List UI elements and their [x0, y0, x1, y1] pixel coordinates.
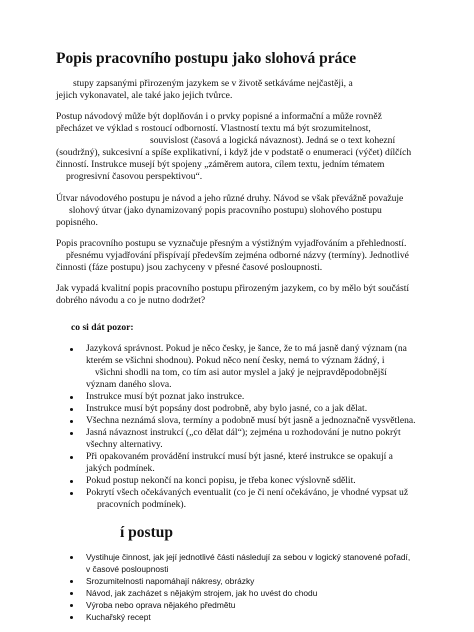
paragraph-line: přesnému vyjadřování přispívají především zejména odborné názvy (termíny). Jednotlivé: [66, 250, 409, 261]
paragraph-line: činností. Instrukce musejí být spojeny „záměrem autora, cílem textu, jedním tématem: [56, 159, 385, 170]
paragraph-line: jejich vykonavatel, ale také jako jejich tvůrce.: [56, 90, 233, 101]
paragraph-line: Útvar návodového postupu je návod a jeho různé druhy. Návod se však převážně považuje: [56, 193, 404, 204]
bullet-icon: [70, 556, 73, 559]
list-item: Instrukce musí být popsány dost podrobně, aby bylo jasné, co a jak dělat.: [86, 403, 368, 414]
list-item: Jazyková správnost. Pokud je něco česky, je šance, že to má jasně daný význam (na: [86, 343, 407, 354]
section-heading: co si dát pozor:: [71, 322, 134, 333]
list-item: význam daného slova.: [86, 379, 172, 390]
list-item: Pokrytí všech očekávaných eventualit (co je či není očekáváno, je vhodné vypsat už: [86, 487, 409, 498]
list-item: Návod, jak zacházet s nějakým strojem, jak ho uvést do chodu: [86, 588, 318, 598]
paragraph-line: dobrého návodu a co je nutno dodržet?: [56, 295, 206, 306]
page-title: Popis pracovního postupu jako slohová práce: [56, 50, 357, 67]
bullet-icon: [70, 480, 73, 483]
list-item: všichni shodli na tom, co tím asi autor myslel a jaký je nejpravděpodobnější: [95, 367, 387, 378]
bullet-icon: [70, 432, 73, 435]
bullet-icon: [70, 492, 73, 495]
list-item: v časové posloupnosti: [86, 564, 169, 574]
list-item: Pokud postup nekončí na konci popisu, je třeba konec výslovně sdělit.: [86, 475, 356, 486]
paragraph-line: souvislost (časová a logická návaznost). Jedná se o text kohezní: [150, 135, 396, 146]
paragraph-line: přecházet ve výklad s rostoucí odborností. Vlastností textu má být srozumitelnost,: [56, 123, 371, 134]
list-item: Kuchařský recept: [86, 612, 151, 622]
bullet-icon: [70, 604, 73, 607]
paragraph-line: Popis pracovního postupu se vyznačuje přesným a výstižným vyjadřováním a přehledností.: [56, 238, 407, 249]
list-item: Instrukce musí být poznat jako instrukce.: [86, 391, 245, 402]
bullet-icon: [70, 408, 73, 411]
list-item: Při opakovaném provádění instrukcí musí být jasné, které instrukce se opakují a: [86, 451, 393, 462]
paragraph-line: slohový útvar (jako dynamizovaný popis pracovního postupu) slohového postupu: [69, 205, 382, 216]
list-item: Výroba nebo oprava nějakého předmětu: [86, 600, 236, 610]
bullet-icon: [70, 420, 73, 423]
bullet-icon: [70, 592, 73, 595]
bullet-icon: [70, 396, 73, 399]
bullet-icon: [70, 580, 73, 583]
list-item: Srozumitelnosti napomáhají nákresy, obrázky: [86, 576, 255, 586]
paragraph-line: Postup návodový může být doplňován i o prvky popisné a informační a může rovněž: [56, 111, 382, 122]
list-item: Vystihuje činnost, jak její jednotlivé části následují za sebou v logický stanovené pořadí,: [86, 552, 411, 562]
list-item: kterém se všichni shodnou). Pokud něco není česky, nemá to význam žádný, i: [86, 355, 385, 366]
paragraph-line: popisného.: [56, 217, 98, 228]
bullet-icon: [70, 348, 73, 351]
list-item: jakých podmínek.: [86, 463, 155, 474]
bullet-icon: [70, 456, 73, 459]
paragraph-line: (soudržný), sukcesivní a spíše explikativní, i když jde v podstatě o enumeraci (výčet) dílčích: [56, 147, 412, 158]
paragraph-line: progresivní časovou perspektivou“.: [66, 171, 203, 182]
list-item: všechny alternativy.: [86, 439, 163, 450]
bullet-icon: [70, 616, 73, 619]
paragraph-line: činnosti (fáze postupu) jsou zachyceny v přesné časové posloupnosti.: [56, 262, 323, 273]
list-item: Všechna neznámá slova, termíny a podobně musí být jasně a jednoznačně vysvětlena.: [86, 415, 416, 426]
list-item: Jasná návaznost instrukcí („co dělat dál“); zejména u rozhodování je nutno pokrýt: [86, 427, 401, 438]
section-title: í postup: [120, 524, 173, 541]
paragraph-line: Jak vypadá kvalitní popis pracovního postupu přirozeným jazykem, co by mělo být součástí: [56, 283, 410, 294]
paragraph-line: stupy zapsanými přirozeným jazykem se v životě setkáváme nejčastěji, a: [73, 78, 353, 89]
list-item: pracovních podmínek).: [97, 499, 186, 510]
